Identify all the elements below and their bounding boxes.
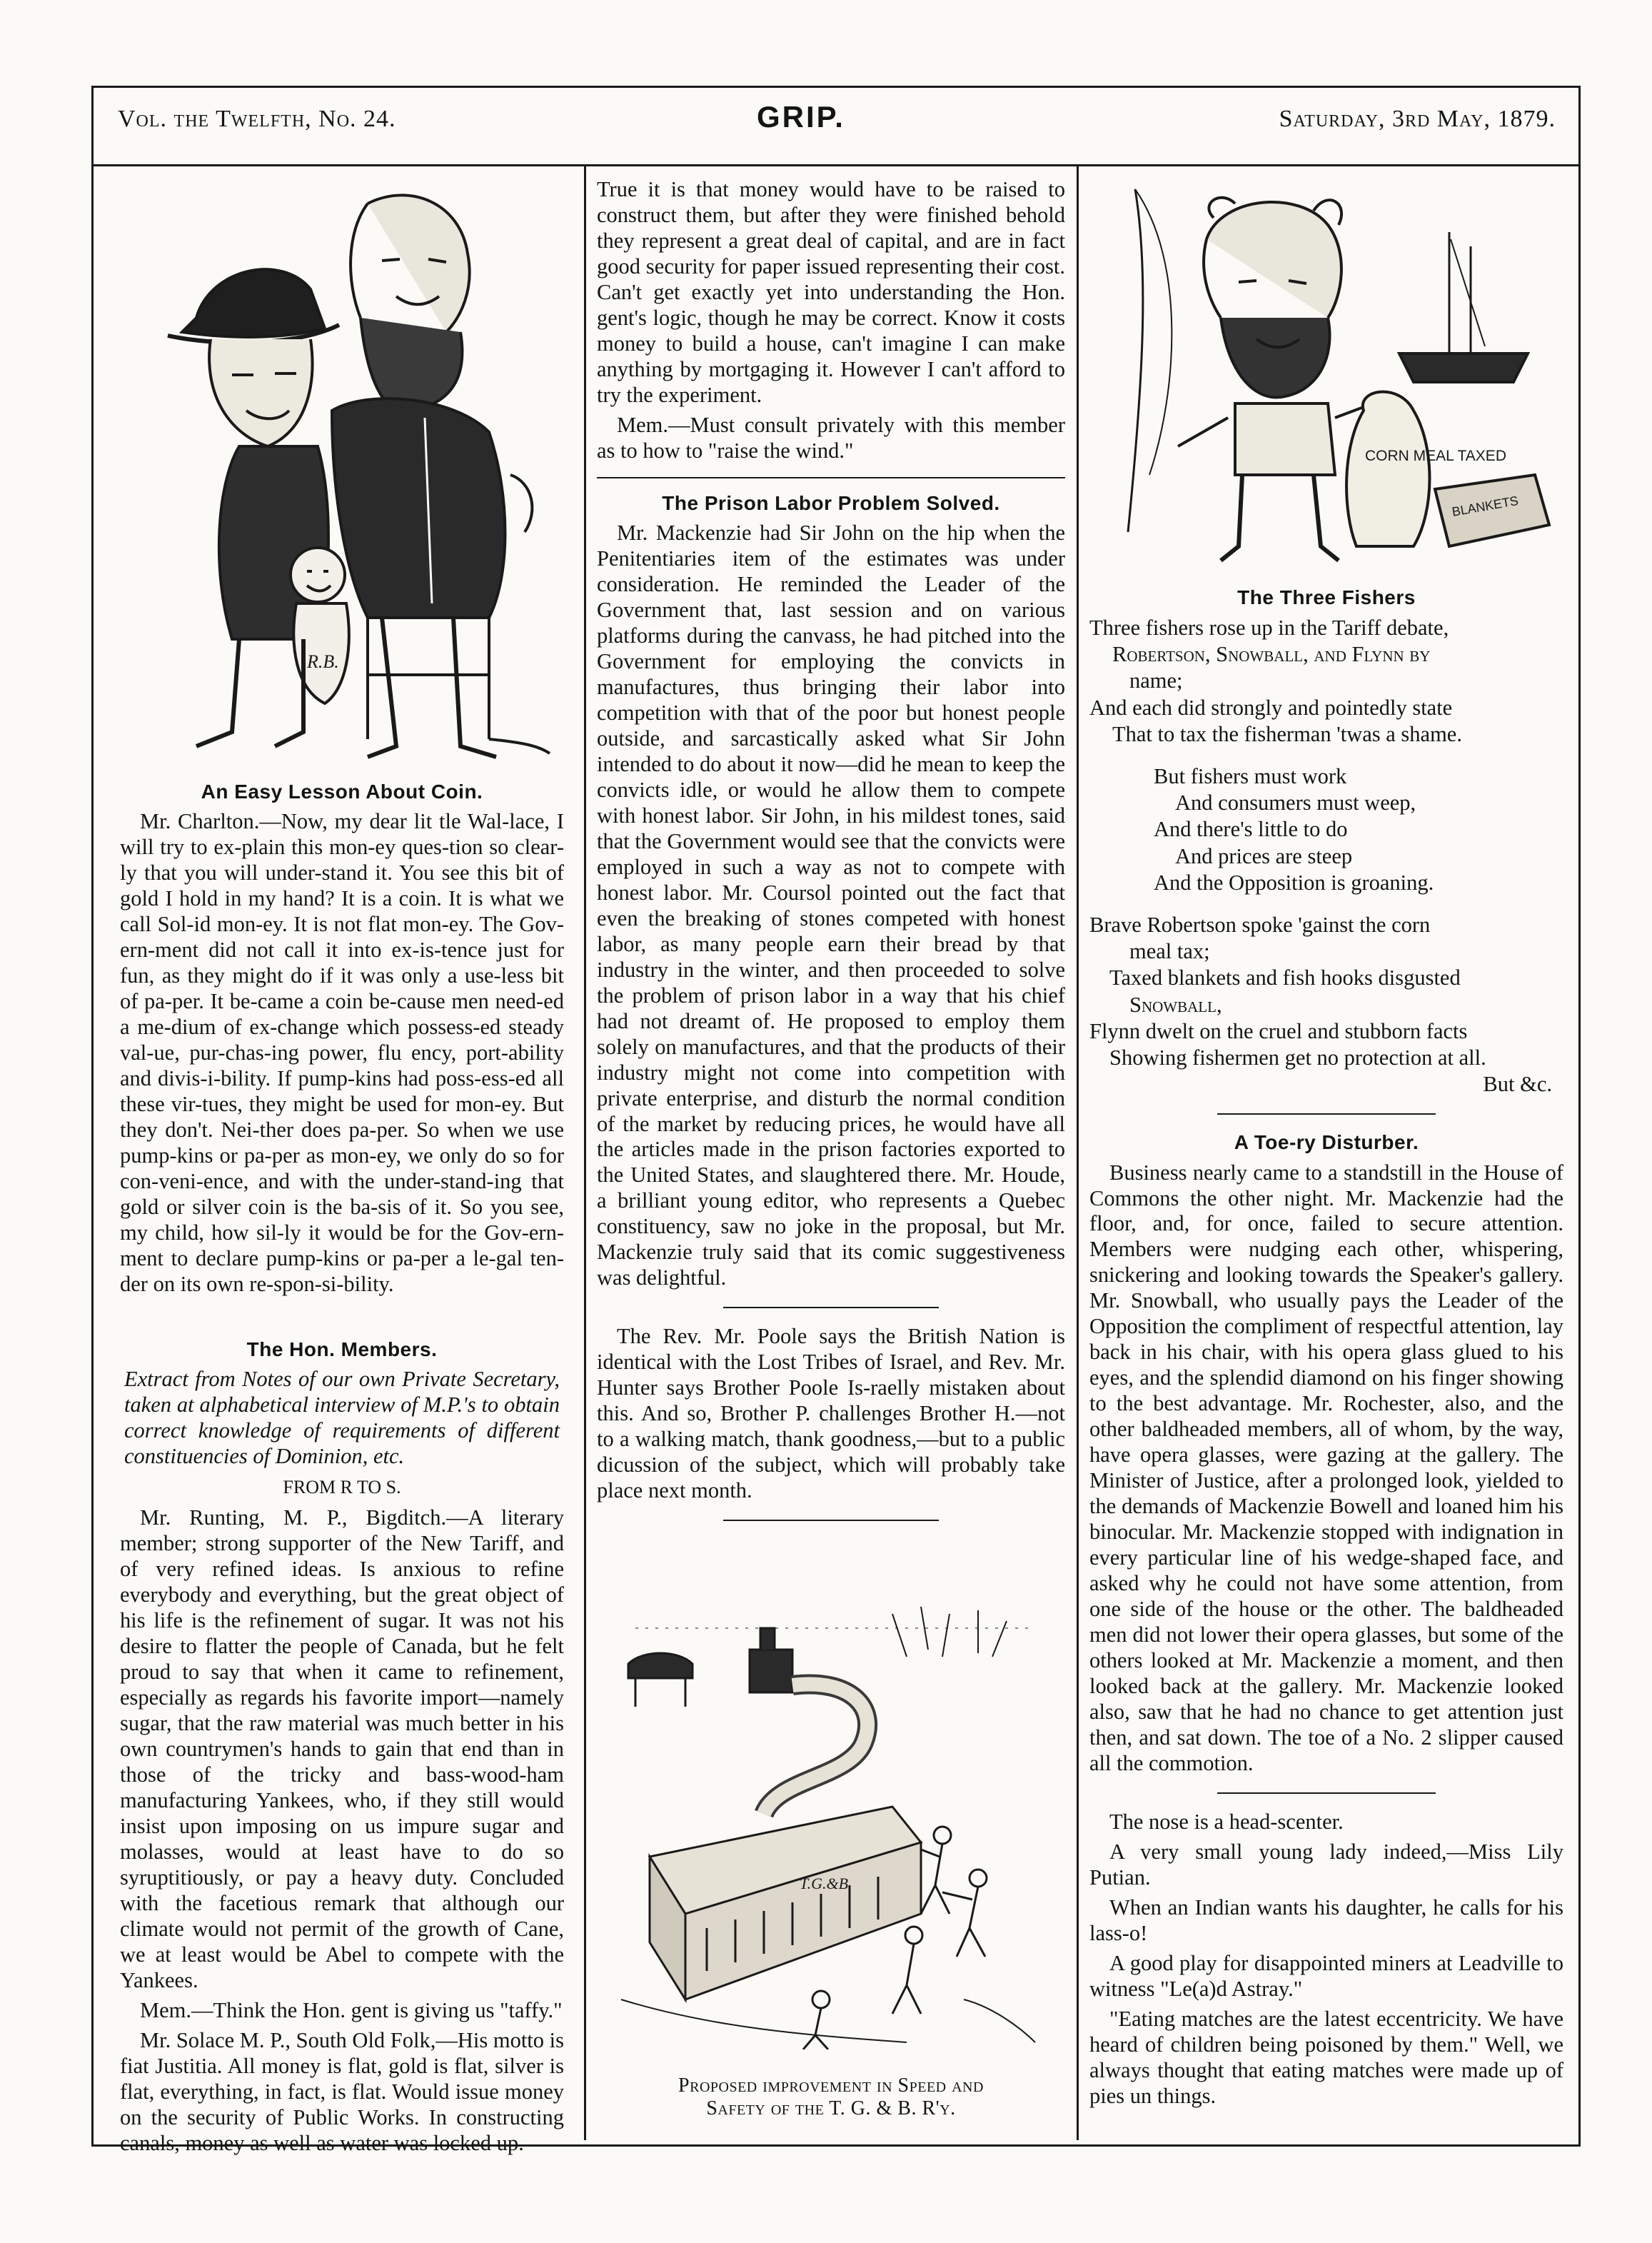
poem-line: And prices are steep — [1175, 843, 1353, 868]
poem-line: Taxed blankets and fish hooks disgusted — [1109, 965, 1461, 990]
separator — [1217, 1113, 1435, 1115]
masthead-title: GRIP. — [757, 100, 845, 134]
poem-line: Robertson, Snowball, and Flynn by — [1112, 642, 1431, 667]
members-heading: The Hon. Members. — [246, 1338, 438, 1360]
issue-date: Saturday, 3rd May, 1879. — [1279, 106, 1556, 132]
joke-item: The nose is a head-scenter. — [1109, 1810, 1344, 1835]
poem-line: Flynn dwelt on the cruel and stubborn facts — [1089, 1018, 1468, 1043]
coin-text: Mr. Charlton.—Now, my dear lit tle Wal-lace, I will try to ex-plain this mon-ey ques-tion so clear-ly that you will under-stand it. You see this bit of gold I hold in my hand? It is a coin. It is what we call Sol-id mon-ey. It is not flat mon-ey. The Gov-ern-ment did not call it into ex-is-tence just for fun, as they might do if it was only a use-less bit of pa-per. It be-came a coin be-cause men need-ed a me-dium of ex-change which possess-ed steady val-ue, pur-chas-ing power, flu ency, port-ability and divis-i-bility. If pump-kins had poss-ess-ed all these vir-tues, they might be used for mon-ey. But they don't. Nei-ther does pa-per. So when we use pump-kins or pa-per as mon-ey, we only do so for con-veni-ence, and with the under-stand-ing that gold or silver coin is the ba-sis of it. So you see, my child, how sil-ly it would be for the Gov-ern-ment to declare pump-kins or pa-per a le-gal ten-der on its own re-spon-si-bility. — [120, 809, 564, 1296]
poem-line: And consumers must weep, — [1175, 791, 1416, 816]
solace-continued: True it is that money would have to be raised to construct them, but after they were finished behold they represent a great deal of capital, and are in fact good security for paper issued representing their cost. Can't get exactly yet into understanding the Hon. gent's logic, though he may be correct. Know it costs money to build a house, can't imagine I can make anything by mortgaging it. However I can't afford to try the experiment. — [597, 177, 1065, 407]
column-rule-1 — [584, 166, 586, 2140]
column-1 — [120, 773, 564, 2161]
poem-line: And there's little to do — [1154, 817, 1348, 842]
fishers-heading: The Three Fishers — [1237, 586, 1416, 608]
joke-item: "Eating matches are the latest eccentricity. We have heard of children being poisoned by them." Well, we always thought that eating matches were made up of pies un things. — [1089, 2007, 1563, 2108]
poem-line: Showing fishermen get no protection at all. — [1109, 1045, 1486, 1070]
railway-cartoon — [607, 1600, 1057, 2049]
caption-line-1: Proposed improvement in Speed and — [678, 2074, 984, 2097]
railway-caption — [597, 2074, 1065, 2120]
train-car-label: T.G.&B. — [800, 1875, 852, 1892]
bundle-label: BLANKETS — [1451, 493, 1520, 519]
joke-item: A good play for disappointed miners at Leadville to witness "Le(a)d Astray." — [1089, 1951, 1563, 2002]
caption-line-2: Safety of the T. G. & B. R'y. — [706, 2097, 956, 2119]
solace-memo: Mem.—Must consult privately with this member as to how to "raise the wind." — [597, 412, 1065, 463]
toe-heading: A Toe-ry Disturber. — [1234, 1131, 1419, 1154]
coin-lesson-cartoon — [153, 175, 553, 768]
poem-line: Three fishers rose up in the Tariff debate, — [1089, 616, 1449, 641]
poem-line: Snowball, — [1129, 992, 1222, 1017]
prison-text: Mr. Mackenzie had Sir John on the hip when the Penitentiaries item of the estimates was under consideration. He reminded the Leader of the Government that, last session and on various platforms during the canvass, he had pitched into the Government for employing the convicts in manufactures, thus bringing their labor into competition with that of the poor but honest people outside, and sarcastically asked what Sir John intended to do about it now—did he mean to keep the convicts idle, or would he allow them to compete with honest labor. Sir John, in his mildest tones, said that the Government would see that the convicts were employed in such a way as not to compete with honest labor. Mr. Coursol pointed out the fact that even the breaking of stones competed with honest labor, as many people earn their bread by that industry in the winter, and then proceeded to solve the problem of prison labor in a way that his chief had not dreamt of. He proposed to employ them solely on manufactures, and that the products of their industry might not come into competition with private enterprise, and disturb the normal condition of the market by reducing prices, he would have all the articles made in the prison factories exported to the United States, and slaughtered there. Mr. Houde, a brilliant young editor, who represents a Quebec constituency, saw no joke in the proposal, but Mr. Mackenzie truly said that its comic suggestiveness was delightful. — [597, 520, 1065, 1290]
separator — [597, 477, 1065, 478]
three-fishers-cartoon — [1099, 175, 1556, 575]
members-intro: Extract from Notes of our own Private Secretary, taken at alphabetical interview of M.P.'s to obtain correct knowledge of requirements of different constituencies of Dominion, etc. — [124, 1366, 560, 1468]
doll-label: R.B. — [307, 651, 339, 672]
joke-item: A very small young lady indeed,—Miss Lily Putian. — [1089, 1840, 1563, 1890]
separator — [723, 1307, 939, 1308]
masthead-rule — [91, 164, 1581, 166]
toe-text: Business nearly came to a standstill in the House of Commons the other night. Mr. Mackenzie had the floor, and, for once, failed to secure attention. Members were nudging each other, whispering, snickering and looking towards the Speaker's gallery. Mr. Snowball, who usually pays the Leader of the Opposition the compliment of respectful attention, lay back in his chair, with his opera glass glued to his eyes, and the splendid diamond on his finger showing to the best advantage. Mr. Rochester, also, and the other baldheaded members, all of whom, by the way, have opera glasses, were gazing at the gallery. The Minister of Justice, after a prolonged look, yielded to the demands of Mackenzie Bowell and loaned him his binocular. Mr. Mackenzie stopped with indignation in every particular line of his wedge-shaped face, and asked why he could not have some attention, from one side of the house or the other. The baldheaded men did not lower their opera glasses, but some of the others looked at Mr. Mackenzie a moment, and then looked back at the gallery. Mr. Mackenzie looked also, saw that he had no chance to get attention just then, and sat down. The toe of a No. 2 slipper caused all the commotion. — [1089, 1160, 1563, 1776]
solace-entry: Mr. Solace M. P., South Old Folk,—His motto is fiat Justitia. All money is flat, gold is flat, silver is flat, everything, in fact, is flat. Would issue money on the security of Public Works. In constructing canals, money as well as water was locked up. — [120, 2028, 564, 2155]
poem-line: And each did strongly and pointedly state — [1089, 695, 1453, 720]
runting-entry: Mr. Runting, M. P., Bigditch.—A literary member; strong supporter of the New Tariff, and of very refined ideas. Is anxious to refine everybody and everything, but the great object of his life is the refinement of sugar. It was not his desire to flatter the people of Canada, but he felt proud to say that when it came to refinement, especially as regards his favorite import—namely sugar, that the raw material was much better in his own countrymen's hands to gain that end than in those of the tricky and bass-wood-ham manufacturing Yankees, who, if they still would insist upon imposing on us impure sugar and molasses, would at least have to do so syruptitiously, or pay a heavy duty. Concluded with the facetious remark that although our climate would not permit of the growth of Cane, we at least would be Abel to compete with the Yankees. — [120, 1505, 564, 1993]
column-3 — [1089, 578, 1563, 2114]
poem-line: name; — [1129, 668, 1183, 693]
column-2 — [597, 177, 1065, 1537]
prison-heading: The Prison Labor Problem Solved. — [662, 491, 1000, 514]
column-rule-2 — [1077, 166, 1079, 2140]
poem-line: And the Opposition is groaning. — [1154, 870, 1434, 895]
volume-number: Vol. the Twelfth, No. 24. — [118, 106, 396, 132]
coin-heading: An Easy Lesson About Coin. — [201, 781, 483, 803]
poem-line: But &c. — [1483, 1072, 1552, 1097]
separator — [723, 1520, 939, 1521]
sack-label: CORN MEAL TAXED — [1365, 448, 1506, 464]
separator — [1217, 1792, 1435, 1794]
poem-line: meal tax; — [1129, 939, 1210, 964]
joke-item: When an Indian wants his daughter, he calls for his lass-o! — [1089, 1895, 1563, 1946]
poem-line: That to tax the fisherman 'twas a shame. — [1112, 721, 1462, 746]
poole-paragraph: The Rev. Mr. Poole says the British Nation is identical with the Lost Tribes of Israel, and Rev. Mr. Hunter says Brother Poole Is-raelly mistaken about this. And so, Brother P. challenges Brother H.—not to a walking match, thank goodness,—but to a public dicussion of the subject, which will probably take place next month. — [597, 1324, 1065, 1503]
fishers-poem — [1089, 615, 1563, 1098]
runting-memo: Mem.—Think the Hon. gent is giving us "taffy." — [140, 1998, 563, 2023]
members-range: FROM R TO S. — [283, 1476, 401, 1497]
poem-line: But fishers must work — [1154, 764, 1347, 789]
poem-line: Brave Robertson spoke 'gainst the corn — [1089, 913, 1431, 938]
